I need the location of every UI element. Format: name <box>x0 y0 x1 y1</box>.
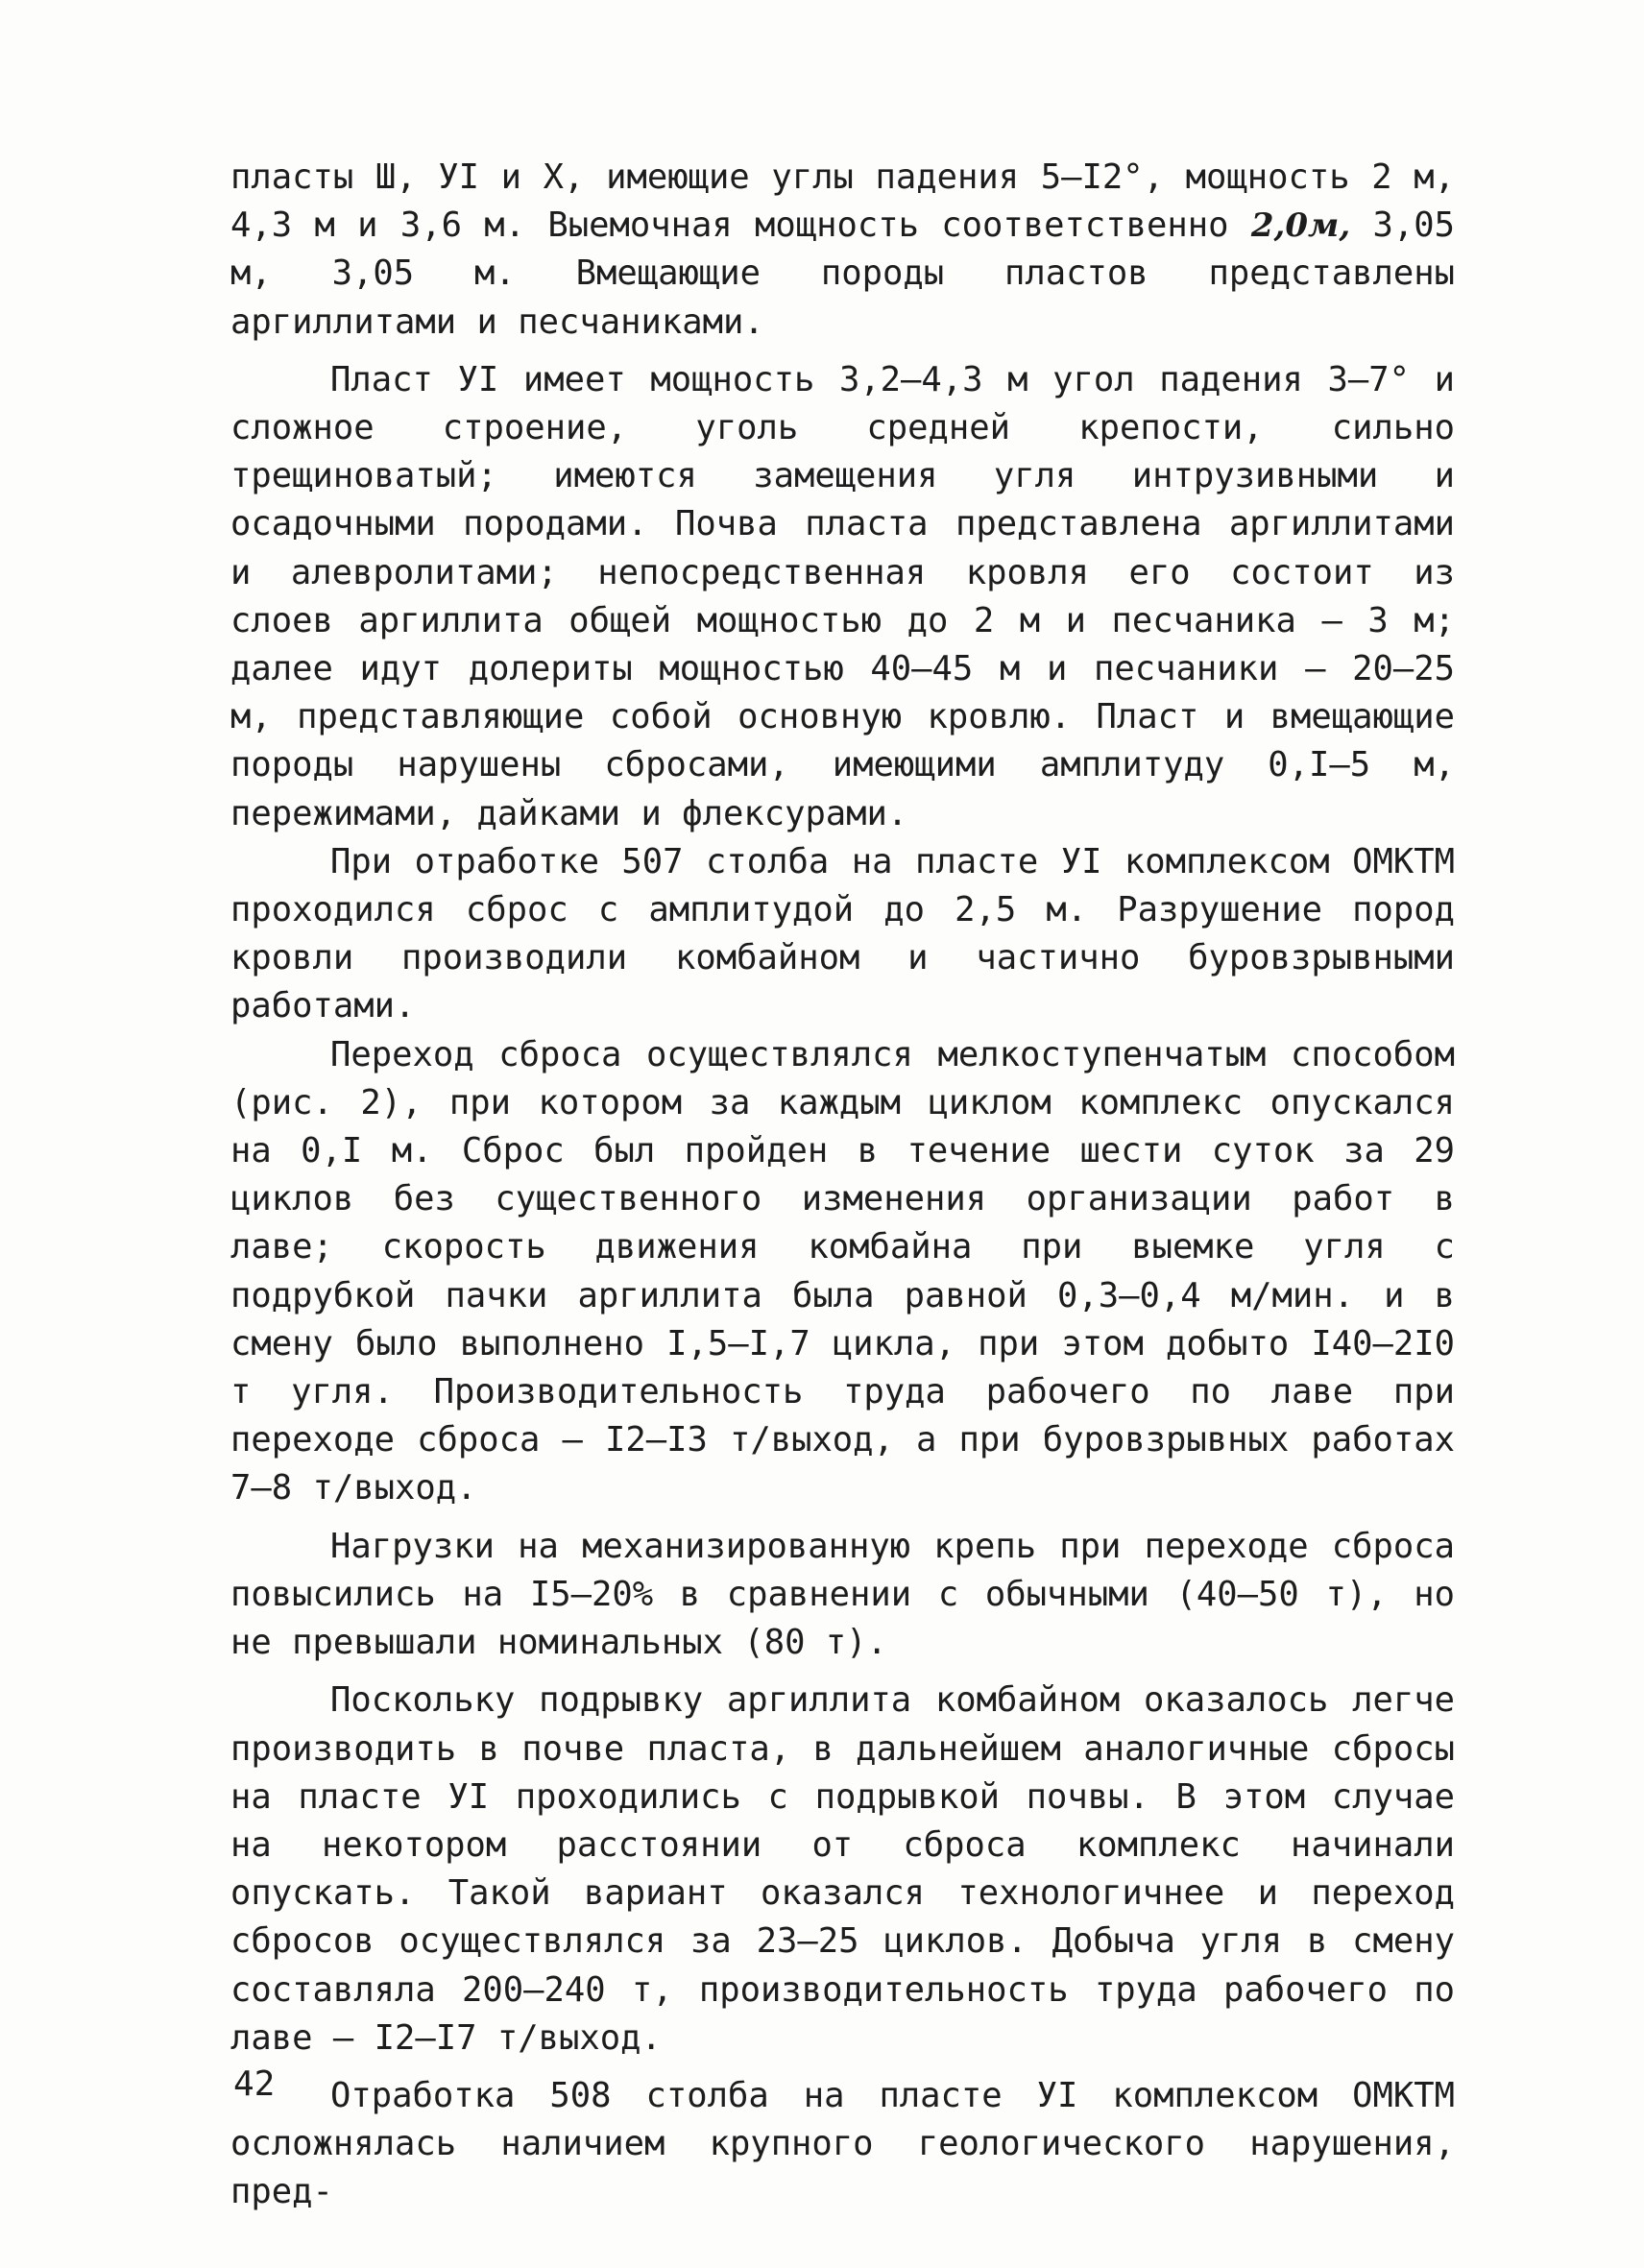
paragraph-1-text-after: 3,05 м, 3,05 м. Вмещающие породы пластов представлены аргиллитами и песчаниками. <box>230 205 1455 342</box>
handwritten-annotation: 2,0м, <box>1250 206 1351 246</box>
paragraph-5: Нагрузки на механизированную крепь при переходе сброса повысились на I5–20% в сравнении с обычными (40–50 т), но не превышали номинальных (80 т). <box>230 1526 1455 1663</box>
paragraph-2: Пласт УI имеет мощность 3,2–4,3 м угол падения 3–7° и сложное строение, уголь средней крепости, сильно трещиноватый; имеются замещения угля интрузивными и осадочными породами. Почва пласта представлена аргиллитами и алевролитами; непосредственная кровля его состоит из слоев аргиллита общей мощностью до 2 м и песчаника – 3 м; далее идут долериты мощностью 40–45 м и песчаники – 20–25 м, представляющие собой основную кровлю. Пласт и вмещающие породы нарушены сбросами, имеющими амплитуду 0,I–5 м, пережимами, дайками и флексурами. <box>230 359 1455 833</box>
paragraph-1-text-before: пласты Ш, УI и Х, имеющие углы падения 5–I2°, мощность 2 м, 4,3 м и 3,6 м. Выемочная мощность соответственно <box>230 157 1455 246</box>
paragraph-6: Поскольку подрывку аргиллита комбайном оказалось легче производить в почве пласта, в дальнейшем аналогичные сбросы на пласте УI проходились с подрывкой почвы. В этом случае на некотором расстоянии от сброса комплекс начинали опускать. Такой вариант оказался технологичнее и переход сбросов осуществлялся за 23–25 циклов. Добыча угля в смену составляла 200–240 т, производительность труда рабочего по лаве – I2–I7 т/выход. <box>230 1680 1455 2058</box>
paragraph-7: Отработка 508 столба на пласте УI комплексом ОМКТМ осложнялась наличием крупного геологического нарушения, пред- <box>230 2075 1455 2212</box>
page-number: 42 <box>233 2064 276 2104</box>
paragraph-3: При отработке 507 столба на пласте УI комплексом ОМКТМ проходился сброс с амплитудой до 2,5 м. Разрушение пород кровли производили комбайном и частично буровзрывными работами. <box>230 841 1455 1026</box>
body-text <box>230 154 1455 2217</box>
paragraph-4: Переход сброса осуществлялся мелкоступенчатым способом (рис. 2), при котором за каждым циклом комплекс опускался на 0,I м. Сброс был пройден в течение шести суток за 29 циклов без существенного изменения организации работ в лаве; скорость движения комбайна при выемке угля с подрубкой пачки аргиллита была равной 0,3–0,4 м/мин. и в смену было выполнено I,5–I,7 цикла, при этом добыто I40–2I0 т угля. Производительность труда рабочего по лаве при переходе сброса – I2–I3 т/выход, а при буровзрывных работах 7–8 т/выход. <box>230 1034 1455 1508</box>
paragraph-1 <box>230 154 1455 347</box>
